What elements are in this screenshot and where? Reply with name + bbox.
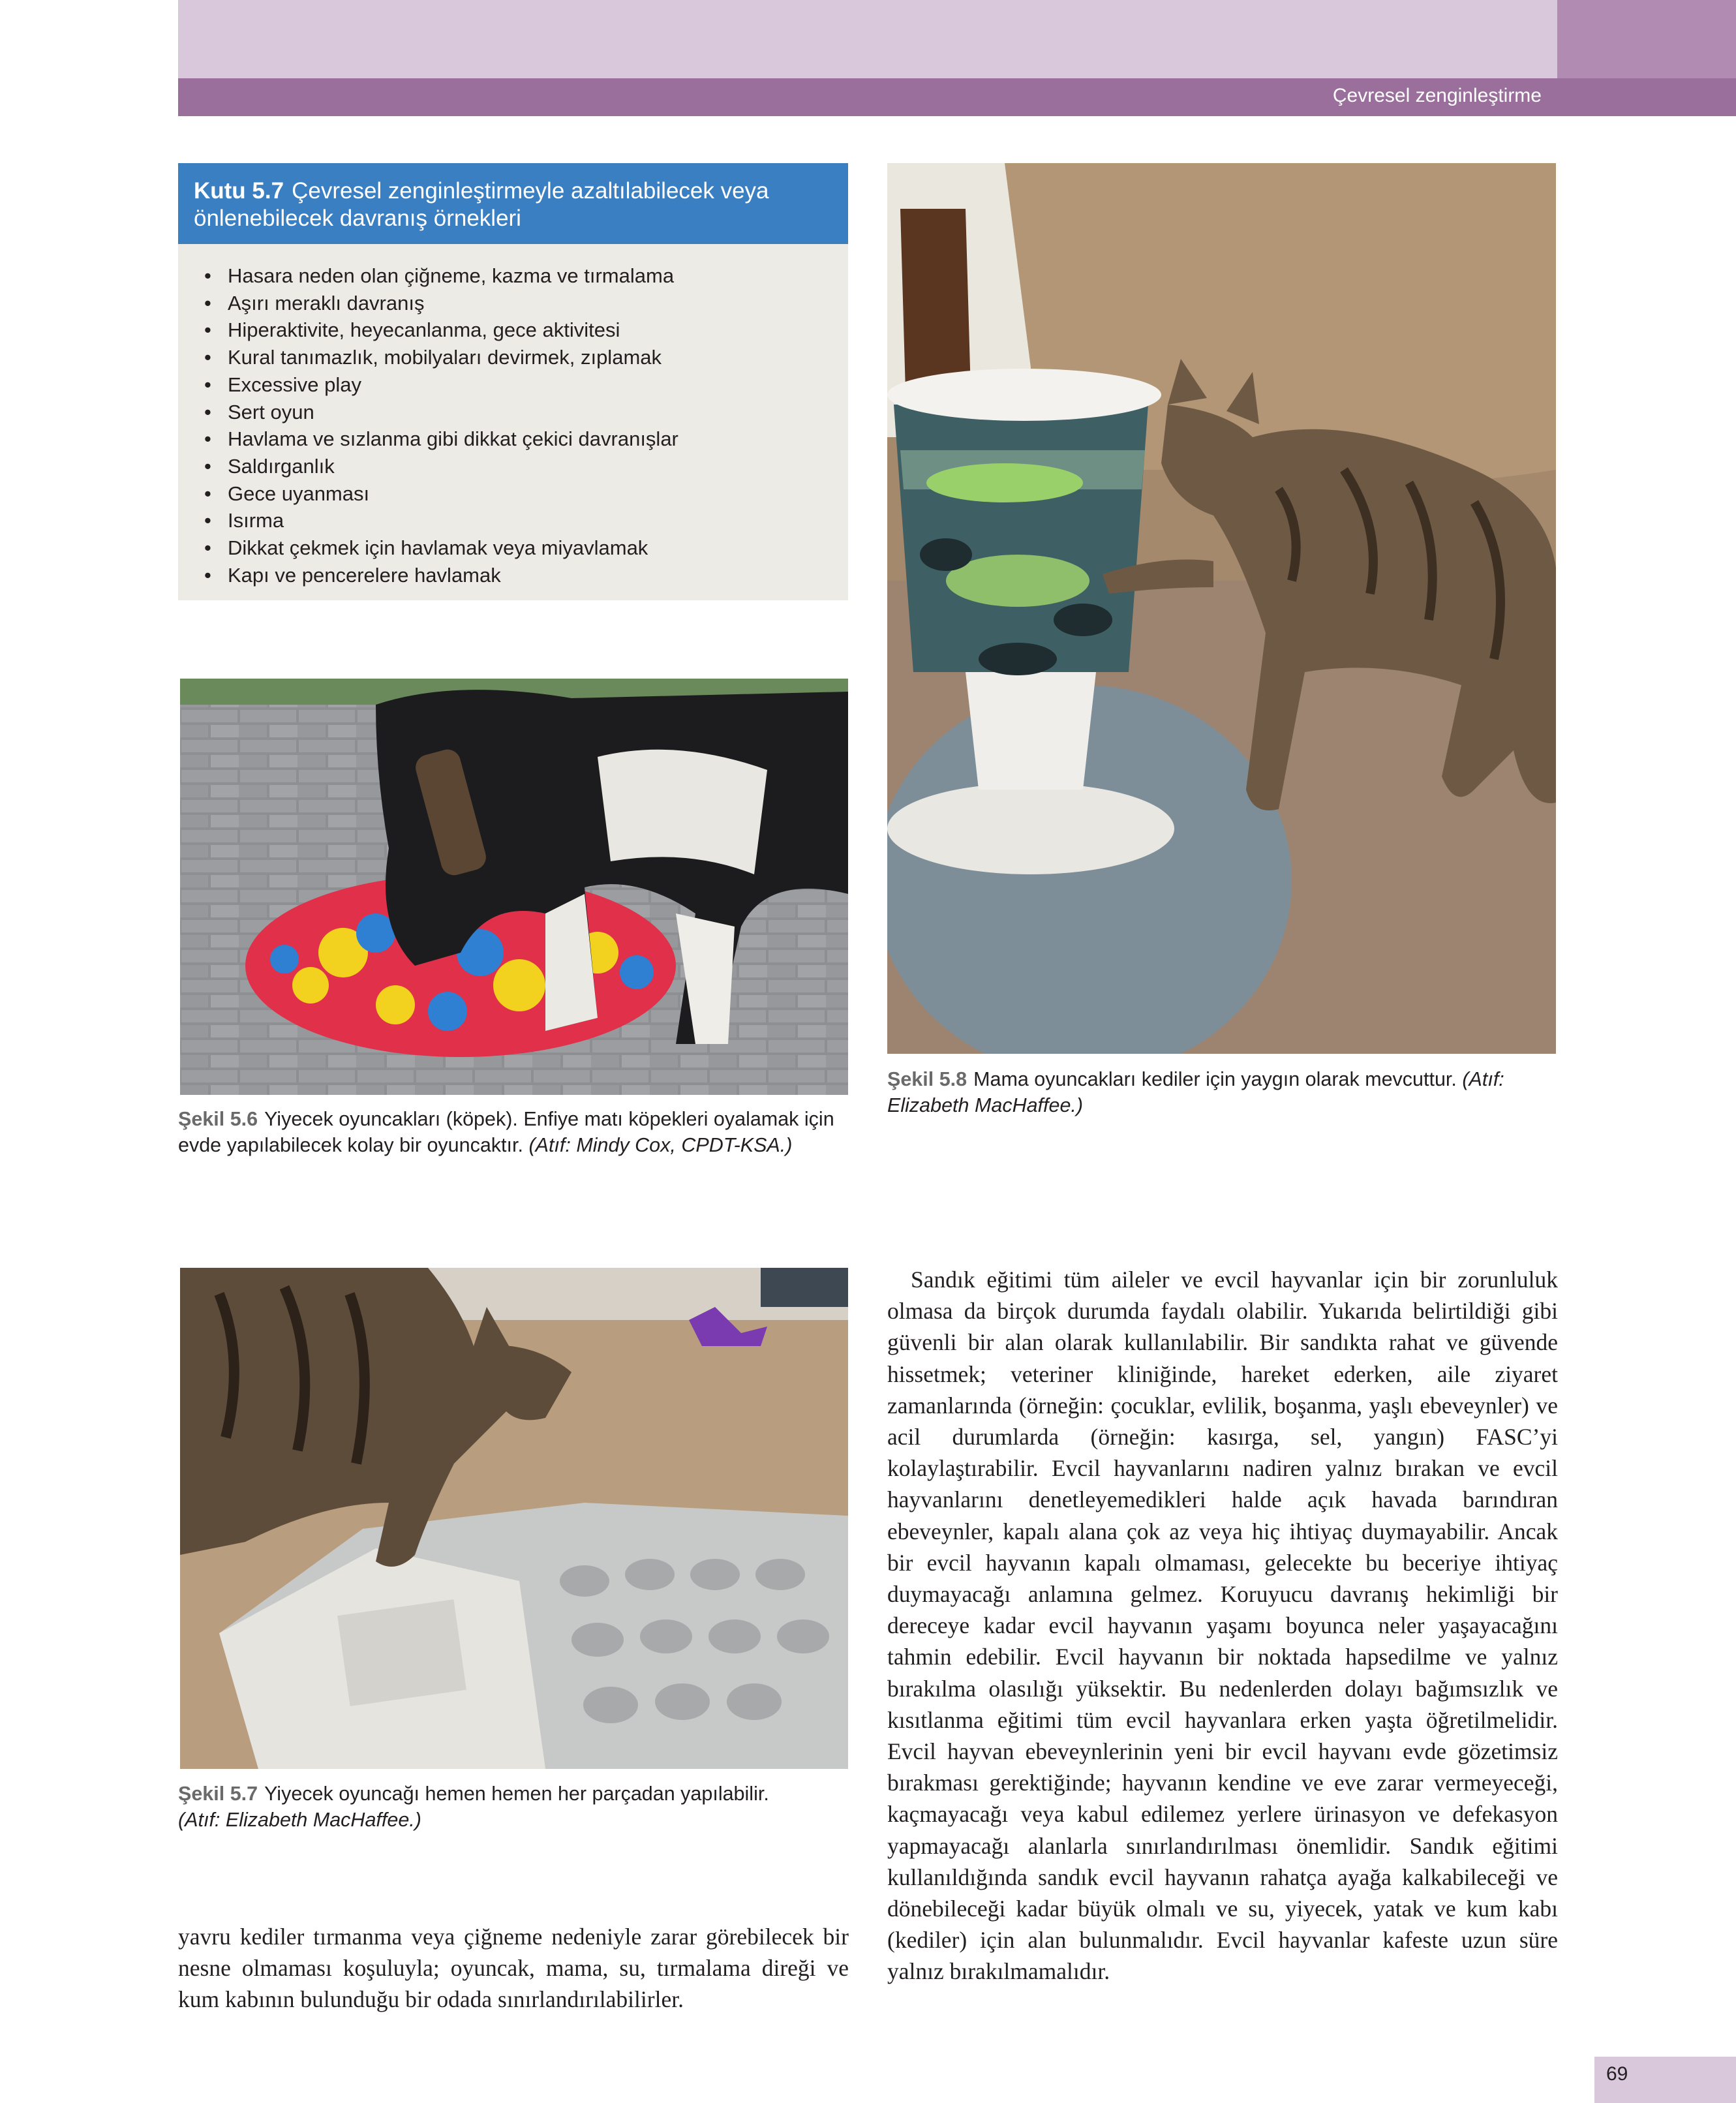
list-item: • Kural tanımazlık, mobilyaları devirmek, zıplamak (191, 344, 835, 371)
box-heading (178, 163, 848, 244)
figure-credit: (Atıf: Mindy Cox, CPDT-KSA.) (528, 1134, 793, 1156)
figure-credit: (Atıf: Elizabeth MacHaffee.) (178, 1809, 421, 1831)
figure-text: Mama oyuncakları kediler için yaygın olarak mevcuttur. (973, 1068, 1457, 1090)
figure-5-7-caption (178, 1781, 850, 1833)
figure-5-6-caption (178, 1106, 850, 1158)
figure-credit: (Atıf: Elizabeth MacHaffee.) (887, 1068, 1504, 1116)
page-number: 69 (1606, 2063, 1628, 2085)
box-content (178, 244, 848, 600)
list-item: • Hiperaktivite, heyecanlanma, gece aktivitesi (191, 316, 835, 344)
list-item: • Kapı ve pencerelere havlamak (191, 562, 835, 589)
list-item: • Aşırı meraklı davranış (191, 290, 835, 317)
list-item: • Sert oyun (191, 399, 835, 426)
body-text-left (178, 1921, 849, 2016)
box-title: Çevresel zenginleştirmeyle azaltılabilecek veya önlenebilecek davranış örnekleri (194, 178, 769, 231)
running-header-title: Çevresel zenginleştirme (1332, 85, 1542, 106)
figure-number: Şekil 5.8 (887, 1068, 967, 1090)
figure-number: Şekil 5.7 (178, 1783, 258, 1805)
figure-text: Yiyecek oyuncağı hemen hemen her parçadan yapılabilir. (264, 1783, 769, 1805)
paragraph: Sandık eğitimi tüm aileler ve evcil hayvanlar için bir zorunluluk olmasa da birçok durumda faydalı olabilir. Yukarıda belirtildiği gibi güvenli bir alan olarak kullanılabilir. Bir sandıkta rahat ve güvende hissetmek; veteriner kliniğinde, hareket ederken, aile ziyaret zamanlarında (örneğin: çocuklar, evlilik, boşanma, yaşlı ebeveynler) ve acil durumlarda (örneğin: kasırga, sel, yangın) FASC’yi kolaylaştırabilir. Evcil hayvanlarını nadiren yalnız bırakan ve evcil hayvanlarını denetleyemedikleri halde açık havada barındıran ebeveynler, kapalı alana çok az veya hiç ihtiyaç duymayabilir. Ancak bir evcil hayvanın kapalı olmaması, gelecekte bu beceriye ihtiyaç duymayacağı anlamına gelmez. Koruyucu davranış hekimliği bir dereceye kadar evcil hayvanın yaşamı boyunca neler yaşayacağını tahmin edebilir. Evcil hayvanın bir noktada hapsedilme ve yalnız bırakılma olasılığı yüksektir. Bu nedenlerden dolayı bağımsızlık ve kısıtlanma eğitimi tüm evcil hayvanlara erken yaşta öğretilmelidir. Evcil hayvan ebeveynlerinin yeni bir evcil hayvanı evde gözetimsiz bırakması gerektiğinde; hayvanın kendine ve eve zarar vermeyeceği, kaçmayacağı veya kabul edilemez yerlere ürinasyon ve defekasyon yapmayacağı alanlarla sınırlandırılması önemlidir. Sandık eğitimi kullanıldığında sandık evcil hayvanın rahatça ayağa kalkabileceği ve dönebileceği kadar büyük olmalı ve su, yiyecek, yatak ve kum kabı (kediler) için alan bulunmalıdır. Evcil hayvanlar kafeste uzun süre yalnız bırakılmamalıdır. (887, 1266, 1558, 1985)
body-text-right (887, 1264, 1558, 1988)
figure-5-6-photo (180, 679, 848, 1095)
figure-5-8-photo (887, 163, 1556, 1054)
header-tab (1557, 0, 1736, 78)
list-item: • Dikkat çekmek için havlamak veya miyavlamak (191, 534, 835, 562)
list-item: • Excessive play (191, 371, 835, 399)
behavior-list (191, 262, 835, 589)
list-item: • Havlama ve sızlanma gibi dikkat çekici davranışlar (191, 425, 835, 453)
figure-text: Yiyecek oyuncakları (köpek). Enfiye matı köpekleri oyalamak için evde yapılabilecek kolay bir oyuncaktır. (178, 1108, 834, 1156)
header-band (178, 0, 1557, 78)
figure-5-8-caption (887, 1066, 1556, 1118)
figure-number: Şekil 5.6 (178, 1108, 258, 1130)
figure-5-7-photo (180, 1268, 848, 1769)
paragraph: yavru kediler tırmanma veya çiğneme nedeniyle zarar görebilecek bir nesne olmaması koşuluyla; oyuncak, mama, su, tırmalama direği ve kum kabının bulunduğu bir odada sınırlandırılabilirler. (178, 1924, 849, 2013)
list-item: • Isırma (191, 507, 835, 534)
list-item: • Gece uyanması (191, 480, 835, 508)
list-item: • Saldırganlık (191, 453, 835, 480)
box-number: Kutu 5.7 (194, 178, 284, 204)
list-item: • Hasara neden olan çiğneme, kazma ve tırmalama (191, 262, 835, 290)
